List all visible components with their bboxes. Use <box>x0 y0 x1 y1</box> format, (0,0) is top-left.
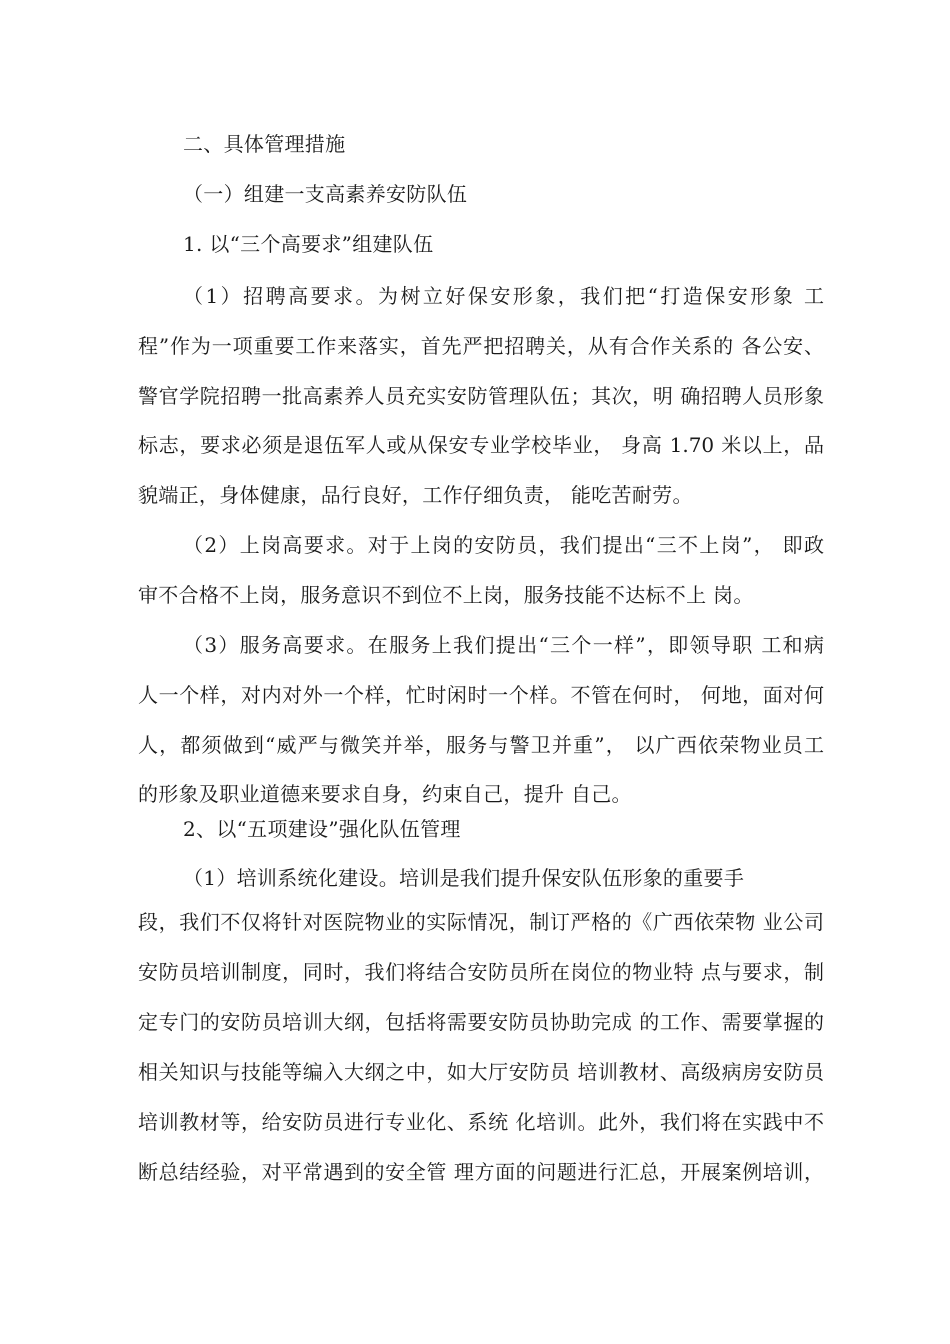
paragraph-line: 相关知识与技能等编入大纲之中，如大厅安防员 培训教材、高级病房安防员 <box>138 1060 824 1084</box>
paragraph-line: 貌端正，身体健康，品行良好，工作仔细负责， 能吃苦耐劳。 <box>138 483 693 507</box>
subsection-heading: （一）组建一支高素养安防队伍 <box>183 182 468 206</box>
paragraph-line: （1）培训系统化建设。培训是我们提升保安队伍形象的重要手 <box>183 866 745 890</box>
paragraph-line: 培训教材等，给安防员进行专业化、系统 化培训。此外，我们将在实践中不 <box>138 1110 824 1134</box>
paragraph-line: 断总结经验，对平常遇到的安全管 理方面的问题进行汇总，开展案例培训， <box>138 1160 824 1184</box>
paragraph-line: 审不合格不上岗，服务意识不到位不上岗，服务技能不达标不上 岗。 <box>138 583 754 607</box>
paragraph-line: 人一个样，对内对外一个样，忙时闲时一个样。不管在何时， 何地，面对何 <box>138 683 824 707</box>
paragraph-line: 段，我们不仅将针对医院物业的实际情况，制订严格的《广西依荣物 业公司 <box>138 910 824 934</box>
paragraph-line: （2）上岗高要求。对于上岗的安防员，我们提出“三不上岗”， 即政 <box>183 533 824 557</box>
paragraph-line: 人，都须做到“威严与微笑并举，服务与警卫并重”， 以广西依荣物业员工 <box>138 733 824 757</box>
paragraph-line: 警官学院招聘一批高素养人员充实安防管理队伍；其次，明 确招聘人员形象 <box>138 384 824 408</box>
item-heading: 2、以“五项建设”强化队伍管理 <box>183 817 461 841</box>
paragraph-line: 标志，要求必须是退伍军人或从保安专业学校毕业， 身高 1.70 米以上，品 <box>138 433 824 457</box>
paragraph-line: （1）招聘高要求。为树立好保安形象，我们把“打造保安形象 工 <box>183 284 824 308</box>
paragraph-line: 安防员培训制度，同时，我们将结合安防员所在岗位的物业特 点与要求，制 <box>138 960 824 984</box>
section-heading: 二、具体管理措施 <box>183 132 346 156</box>
paragraph-line: （3）服务高要求。在服务上我们提出“三个一样”，即领导职 工和病 <box>183 633 824 657</box>
paragraph-line: 定专门的安防员培训大纲，包括将需要安防员协助完成 的工作、需要掌握的 <box>138 1010 824 1034</box>
item-heading: 1. 以“三个高要求”组建队伍 <box>183 232 434 256</box>
paragraph-line: 的形象及职业道德来要求自身，约束自己，提升 自己。 <box>138 782 632 806</box>
paragraph-line: 程”作为一项重要工作来落实，首先严把招聘关，从有合作关系的 各公安、 <box>138 334 824 358</box>
